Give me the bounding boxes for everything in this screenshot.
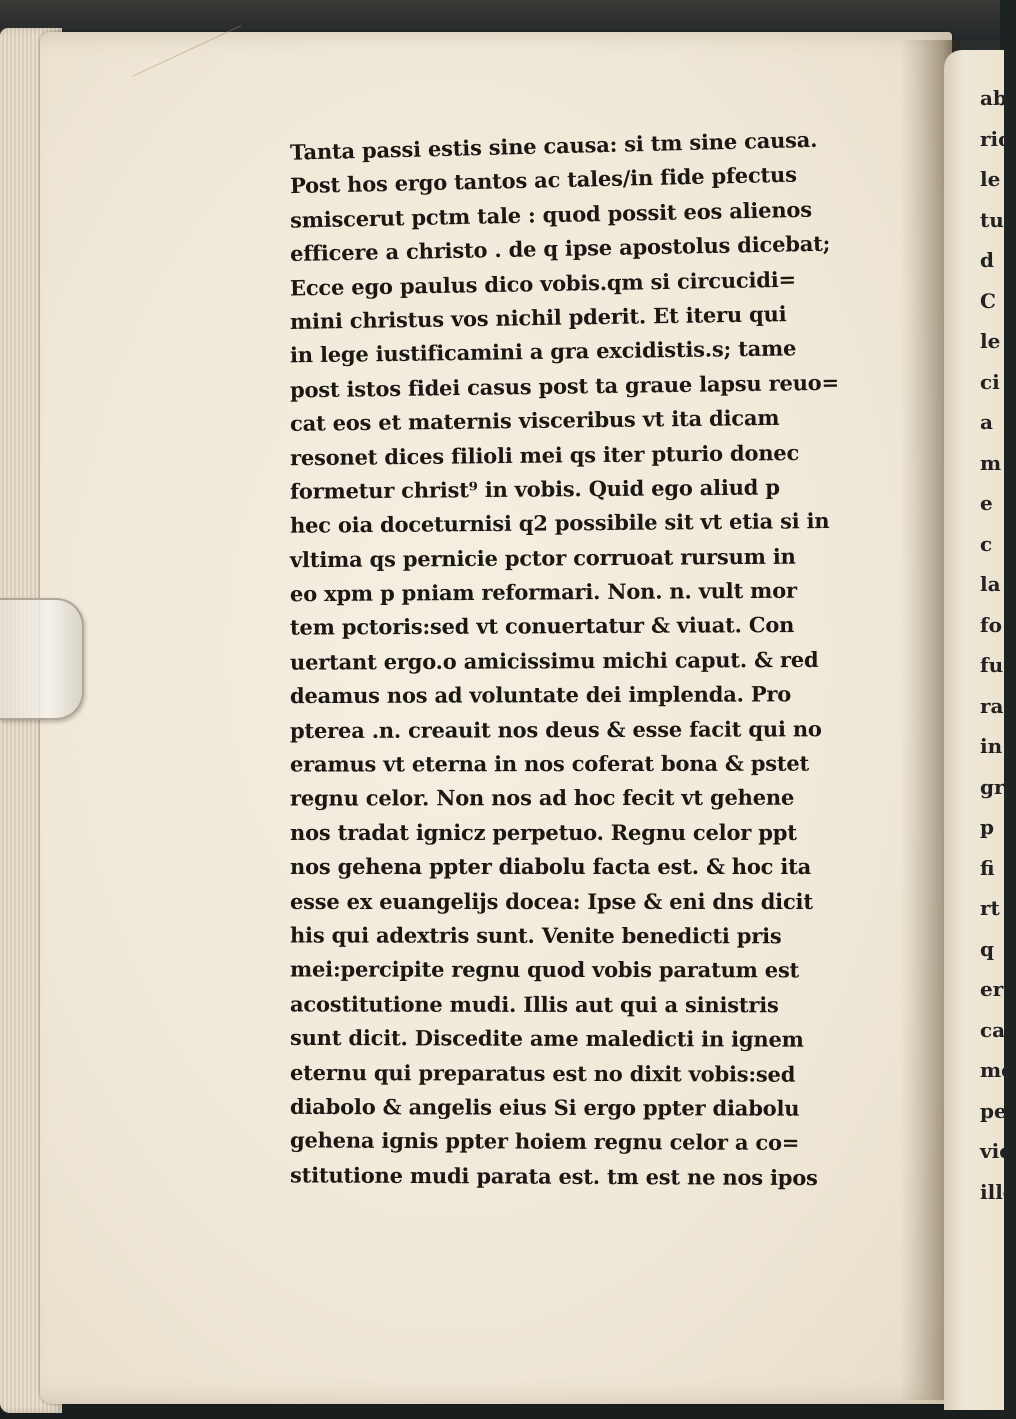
text-line: resonet dices filioli mei qs iter pturio donec (289, 439, 800, 470)
text-line: nos gehena ppter diabolu facta est. & hoc ita (290, 854, 812, 880)
text-line: eramus vt eterna in nos coferat bona & pstet (289, 750, 810, 777)
text-line: vltima qs pernicie pctor corruoat rursum in (289, 543, 796, 572)
page-clip (0, 598, 84, 720)
facing-page-fragment: pe (980, 1098, 1007, 1123)
text-line: tem pctoris:sed vt conuertatur & viuat. Con (289, 612, 795, 641)
text-line: smiscerut pctm tale : quod possit eos alienos (289, 196, 813, 233)
facing-page-fragment: p (980, 815, 994, 839)
facing-page-fragment: cal (980, 1017, 1013, 1042)
facing-page-fragment: le (980, 329, 1001, 353)
text-line: Ecce ego paulus dico vobis.qm si circucidi= (289, 266, 797, 301)
text-line: mei:percipite regnu quod vobis paratum est (289, 956, 800, 983)
text-line: Tanta passi estis sine causa: si tm sine causa. (289, 126, 818, 165)
facing-page (944, 50, 1016, 1410)
facing-page-fragment: vic (980, 1139, 1012, 1163)
text-line: hec oia doceturnisi q2 possibile sit vt etia si in (289, 508, 830, 539)
text-line: stitutione mudi parata est. tm est ne nos ipos (289, 1162, 818, 1190)
facing-page-fragment: er (980, 977, 1004, 1001)
text-line: eo xpm p pniam reformari. Non. n. vult mor (289, 577, 797, 607)
text-line: in lege iustificamini a gra excidistis.s; tame (289, 335, 797, 368)
facing-page-fragment: c (980, 531, 993, 556)
text-line: diabolo & angelis eius Si ergo ppter diabolu (289, 1093, 800, 1121)
facing-page-fragment: gr (980, 774, 1005, 799)
facing-page-fragment: a (980, 410, 993, 434)
facing-page-fragment: ab (980, 86, 1007, 110)
facing-page-fragment: d (980, 248, 994, 272)
facing-page-fragment: fu (980, 653, 1004, 677)
text-line: deamus nos ad voluntate dei implenda. Pro (289, 681, 792, 709)
facing-page-fragment: rt (980, 896, 1000, 920)
facing-page-fragment: la (980, 572, 1001, 596)
facing-page-fragment: C (980, 288, 996, 313)
facing-page-fragment: me (980, 1058, 1014, 1082)
paper-crease (132, 25, 267, 131)
text-line: cat eos et maternis visceribus vt ita dicam (289, 404, 780, 436)
facing-page-fragment: e (980, 491, 993, 515)
facing-page-fragment: rio (980, 126, 1012, 151)
text-line: regnu celor. Non nos ad hoc fecit vt gehene (289, 785, 795, 811)
facing-page-fragment: m (980, 450, 1002, 475)
text-line: eternu qui preparatus est no dixit vobis:sed (289, 1059, 796, 1087)
text-line: pterea .n. creauit nos deus & esse facit qui no (289, 715, 822, 743)
text-line: his qui adextris sunt. Venite benedicti pris (289, 922, 782, 949)
text-line: gehena ignis ppter hoiem regnu celor a co= (289, 1127, 800, 1156)
facing-page-fragment: in (980, 734, 1003, 758)
text-line: sunt dicit. Discedite ame maledicti in ignem (289, 1025, 804, 1052)
text-line: formetur christ⁹ in vobis. Quid ego aliud p (289, 474, 780, 504)
facing-page-fragment: fi (980, 855, 995, 880)
facing-page-fragment: ille (980, 1179, 1016, 1204)
facing-page-fragment: ra (980, 693, 1004, 718)
facing-page-fragment: q (980, 936, 994, 961)
text-line: nos tradat ignicz perpetuo. Regnu celor ppt (290, 819, 797, 845)
text-line: mini christus vos nichil pderit. Et iteru qui (289, 301, 787, 334)
facing-page-fragment: fo (980, 612, 1002, 637)
text-line: post istos fidei casus post ta graue lapsu reuo= (289, 369, 840, 403)
text-line: uertant ergo.o amicissimu michi caput. & red (289, 646, 819, 675)
facing-page-fragment: le (980, 167, 1001, 191)
text-line: acostitutione mudi. Illis aut qui a sinistris (289, 991, 779, 1018)
text-block (290, 128, 920, 1194)
text-line: esse ex euangelijs docea: Ipse & eni dns dicit (290, 888, 813, 914)
text-line: Post hos ergo tantos ac tales/in fide pfectus (289, 162, 797, 199)
facing-page-fragment: tu (980, 207, 1004, 232)
text-line: efficere a christo . de q ipse apostolus dicebat; (289, 230, 831, 267)
facing-page-fragment: ci (980, 369, 1000, 394)
